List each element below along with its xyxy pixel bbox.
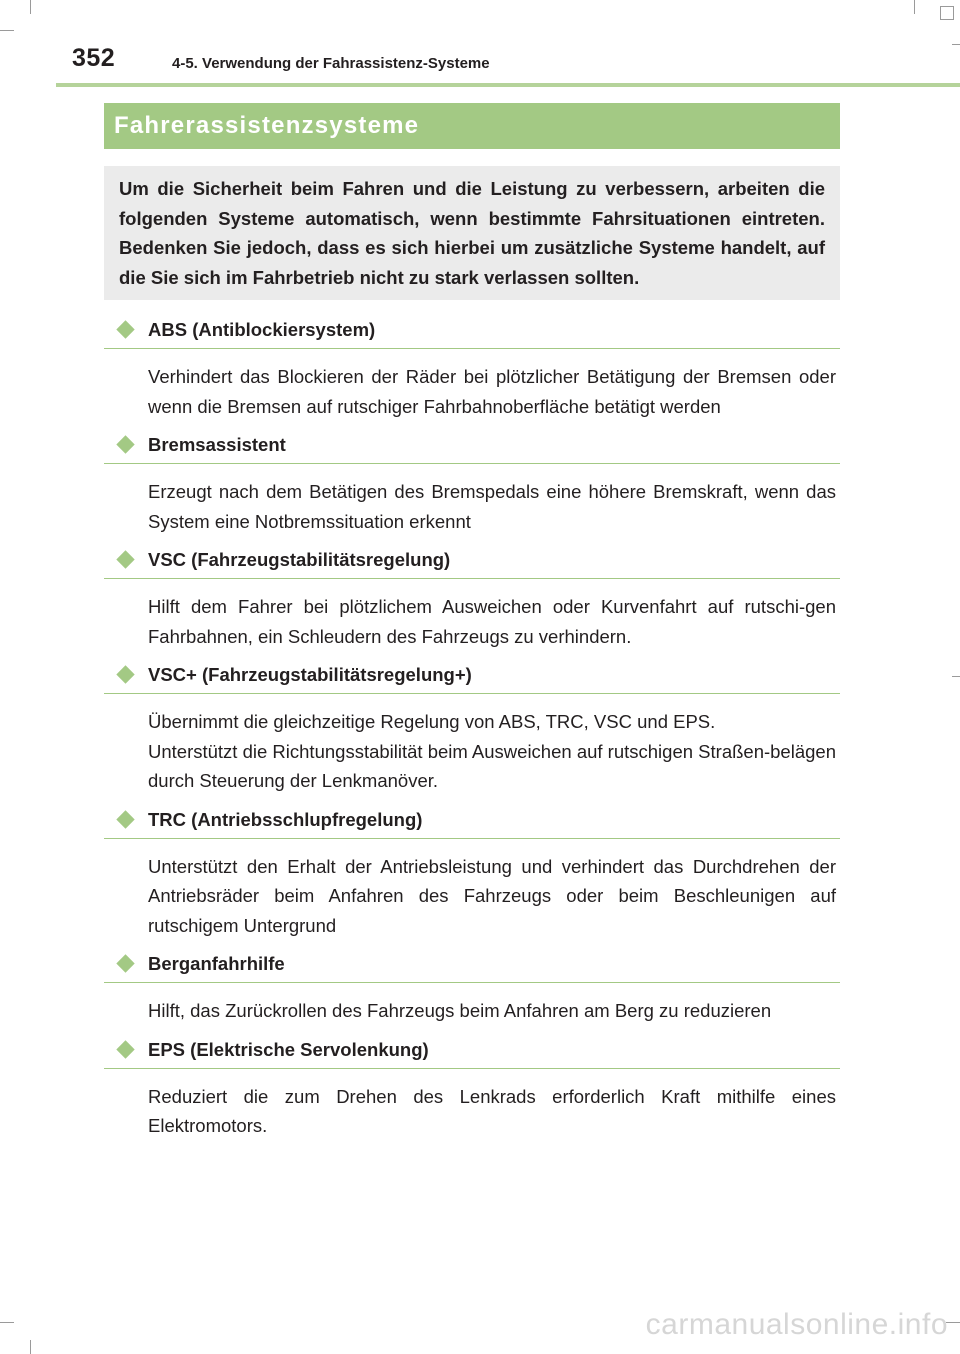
feature-title: ABS (Antiblockiersystem) xyxy=(148,319,376,340)
feature-description-line: Hilft, das Zurückrollen des Fahrzeugs beim Anfahren am Berg zu reduzieren xyxy=(148,1000,772,1021)
feature-heading xyxy=(104,659,840,694)
feature-heading xyxy=(104,948,840,983)
section-banner xyxy=(104,103,840,149)
feature-description-line: Hilft dem Fahrer bei plötzlichem Ausweichen oder Kurvenfahrt auf rutschi-gen Fahrbahnen, ein Schleudern des Fahrzeugs zu verhindern. xyxy=(148,596,836,647)
feature-title: EPS (Elektrische Servolenkung) xyxy=(148,1038,429,1060)
chapter-title: 4-5. Verwendung der Fahrassistenz-Systeme xyxy=(172,55,490,72)
feature-description-line: Reduziert die zum Drehen des Lenkrads erforderlich Kraft mithilfe eines Elektromotors. xyxy=(148,1085,836,1136)
feature-description xyxy=(148,707,836,796)
feature-heading xyxy=(104,314,840,349)
crop-mark xyxy=(914,0,915,14)
feature-description xyxy=(148,996,836,1026)
feature-description xyxy=(148,852,836,941)
feature-description-line: Verhindert das Blockieren der Räder bei plötzlicher Betätigung der Bremsen oder wenn die Bremsen auf rutschiger Fahrbahnoberfläche betätigt werden xyxy=(148,366,836,417)
feature-item xyxy=(104,804,840,941)
feature-description xyxy=(148,592,836,651)
diamond-bullet-icon xyxy=(116,954,134,972)
feature-title: VSC (Fahrzeugstabilitätsregelung) xyxy=(148,549,451,570)
diamond-bullet-icon xyxy=(116,550,134,568)
feature-description-line: Erzeugt nach dem Betätigen des Bremspedals eine höhere Bremskraft, wenn das System eine Notbremssituation erkennt xyxy=(148,481,836,532)
diamond-bullet-icon xyxy=(116,665,134,683)
crop-mark xyxy=(30,1340,31,1354)
feature-description-line: Unterstützt die Richtungsstabilität beim Ausweichen auf rutschigen Straßen-belägen durch Steuerung der Lenkmanöver. xyxy=(148,740,836,791)
feature-description xyxy=(148,1082,836,1141)
feature-item xyxy=(104,429,840,536)
diamond-bullet-icon xyxy=(116,435,134,453)
diamond-bullet-icon xyxy=(116,320,134,338)
intro-box xyxy=(104,166,840,300)
intro-text: Um die Sicherheit beim Fahren und die Leistung zu verbessern, arbeiten die folgenden Systeme automatisch, wenn bestimmte Fahrsituationen eintreten. Bedenken Sie jedoch, dass es sich hierbei um zusätzliche Systeme handelt, auf die Sie sich im Fahrbetrieb nicht zu stark verlassen sollten. xyxy=(119,178,825,288)
feature-title: VSC+ (Fahrzeugstabilitätsregelung+) xyxy=(148,664,472,685)
section-title: Fahrerassistenzsysteme xyxy=(114,112,420,139)
feature-title: TRC (Antriebsschlupfregelung) xyxy=(148,808,423,830)
page-number: 352 xyxy=(72,44,116,72)
feature-list xyxy=(104,314,840,1149)
feature-description-line: Übernimmt die gleichzeitige Regelung von ABS, TRC, VSC und EPS. xyxy=(148,711,716,732)
diamond-bullet-icon xyxy=(116,1040,134,1058)
feature-item xyxy=(104,1034,840,1141)
feature-description xyxy=(148,362,836,421)
crop-mark xyxy=(0,30,14,31)
crop-mark xyxy=(30,0,31,14)
crop-mark xyxy=(952,676,960,677)
feature-heading xyxy=(104,804,840,839)
diamond-bullet-icon xyxy=(116,810,134,828)
feature-item xyxy=(104,314,840,421)
feature-heading xyxy=(104,429,840,464)
header-rule xyxy=(56,83,960,87)
watermark-text: carmanualsonline.info xyxy=(645,1308,948,1341)
crop-mark xyxy=(946,1322,960,1323)
crop-mark xyxy=(952,44,960,45)
feature-description-line: Unterstützt den Erhalt der Antriebsleistung und verhindert das Durchdrehen der Antriebsräder beim Anfahren des Fahrzeugs oder beim Beschleunigen auf rutschigem Untergrund xyxy=(148,855,836,936)
feature-title: Berganfahrhilfe xyxy=(148,953,285,974)
feature-item xyxy=(104,948,840,1026)
crop-mark xyxy=(0,1322,14,1323)
feature-item xyxy=(104,659,840,796)
feature-heading xyxy=(104,1034,840,1069)
feature-description xyxy=(148,477,836,536)
feature-heading xyxy=(104,544,840,579)
feature-item xyxy=(104,544,840,651)
feature-title: Bremsassistent xyxy=(148,434,286,455)
crop-mark xyxy=(940,6,954,20)
